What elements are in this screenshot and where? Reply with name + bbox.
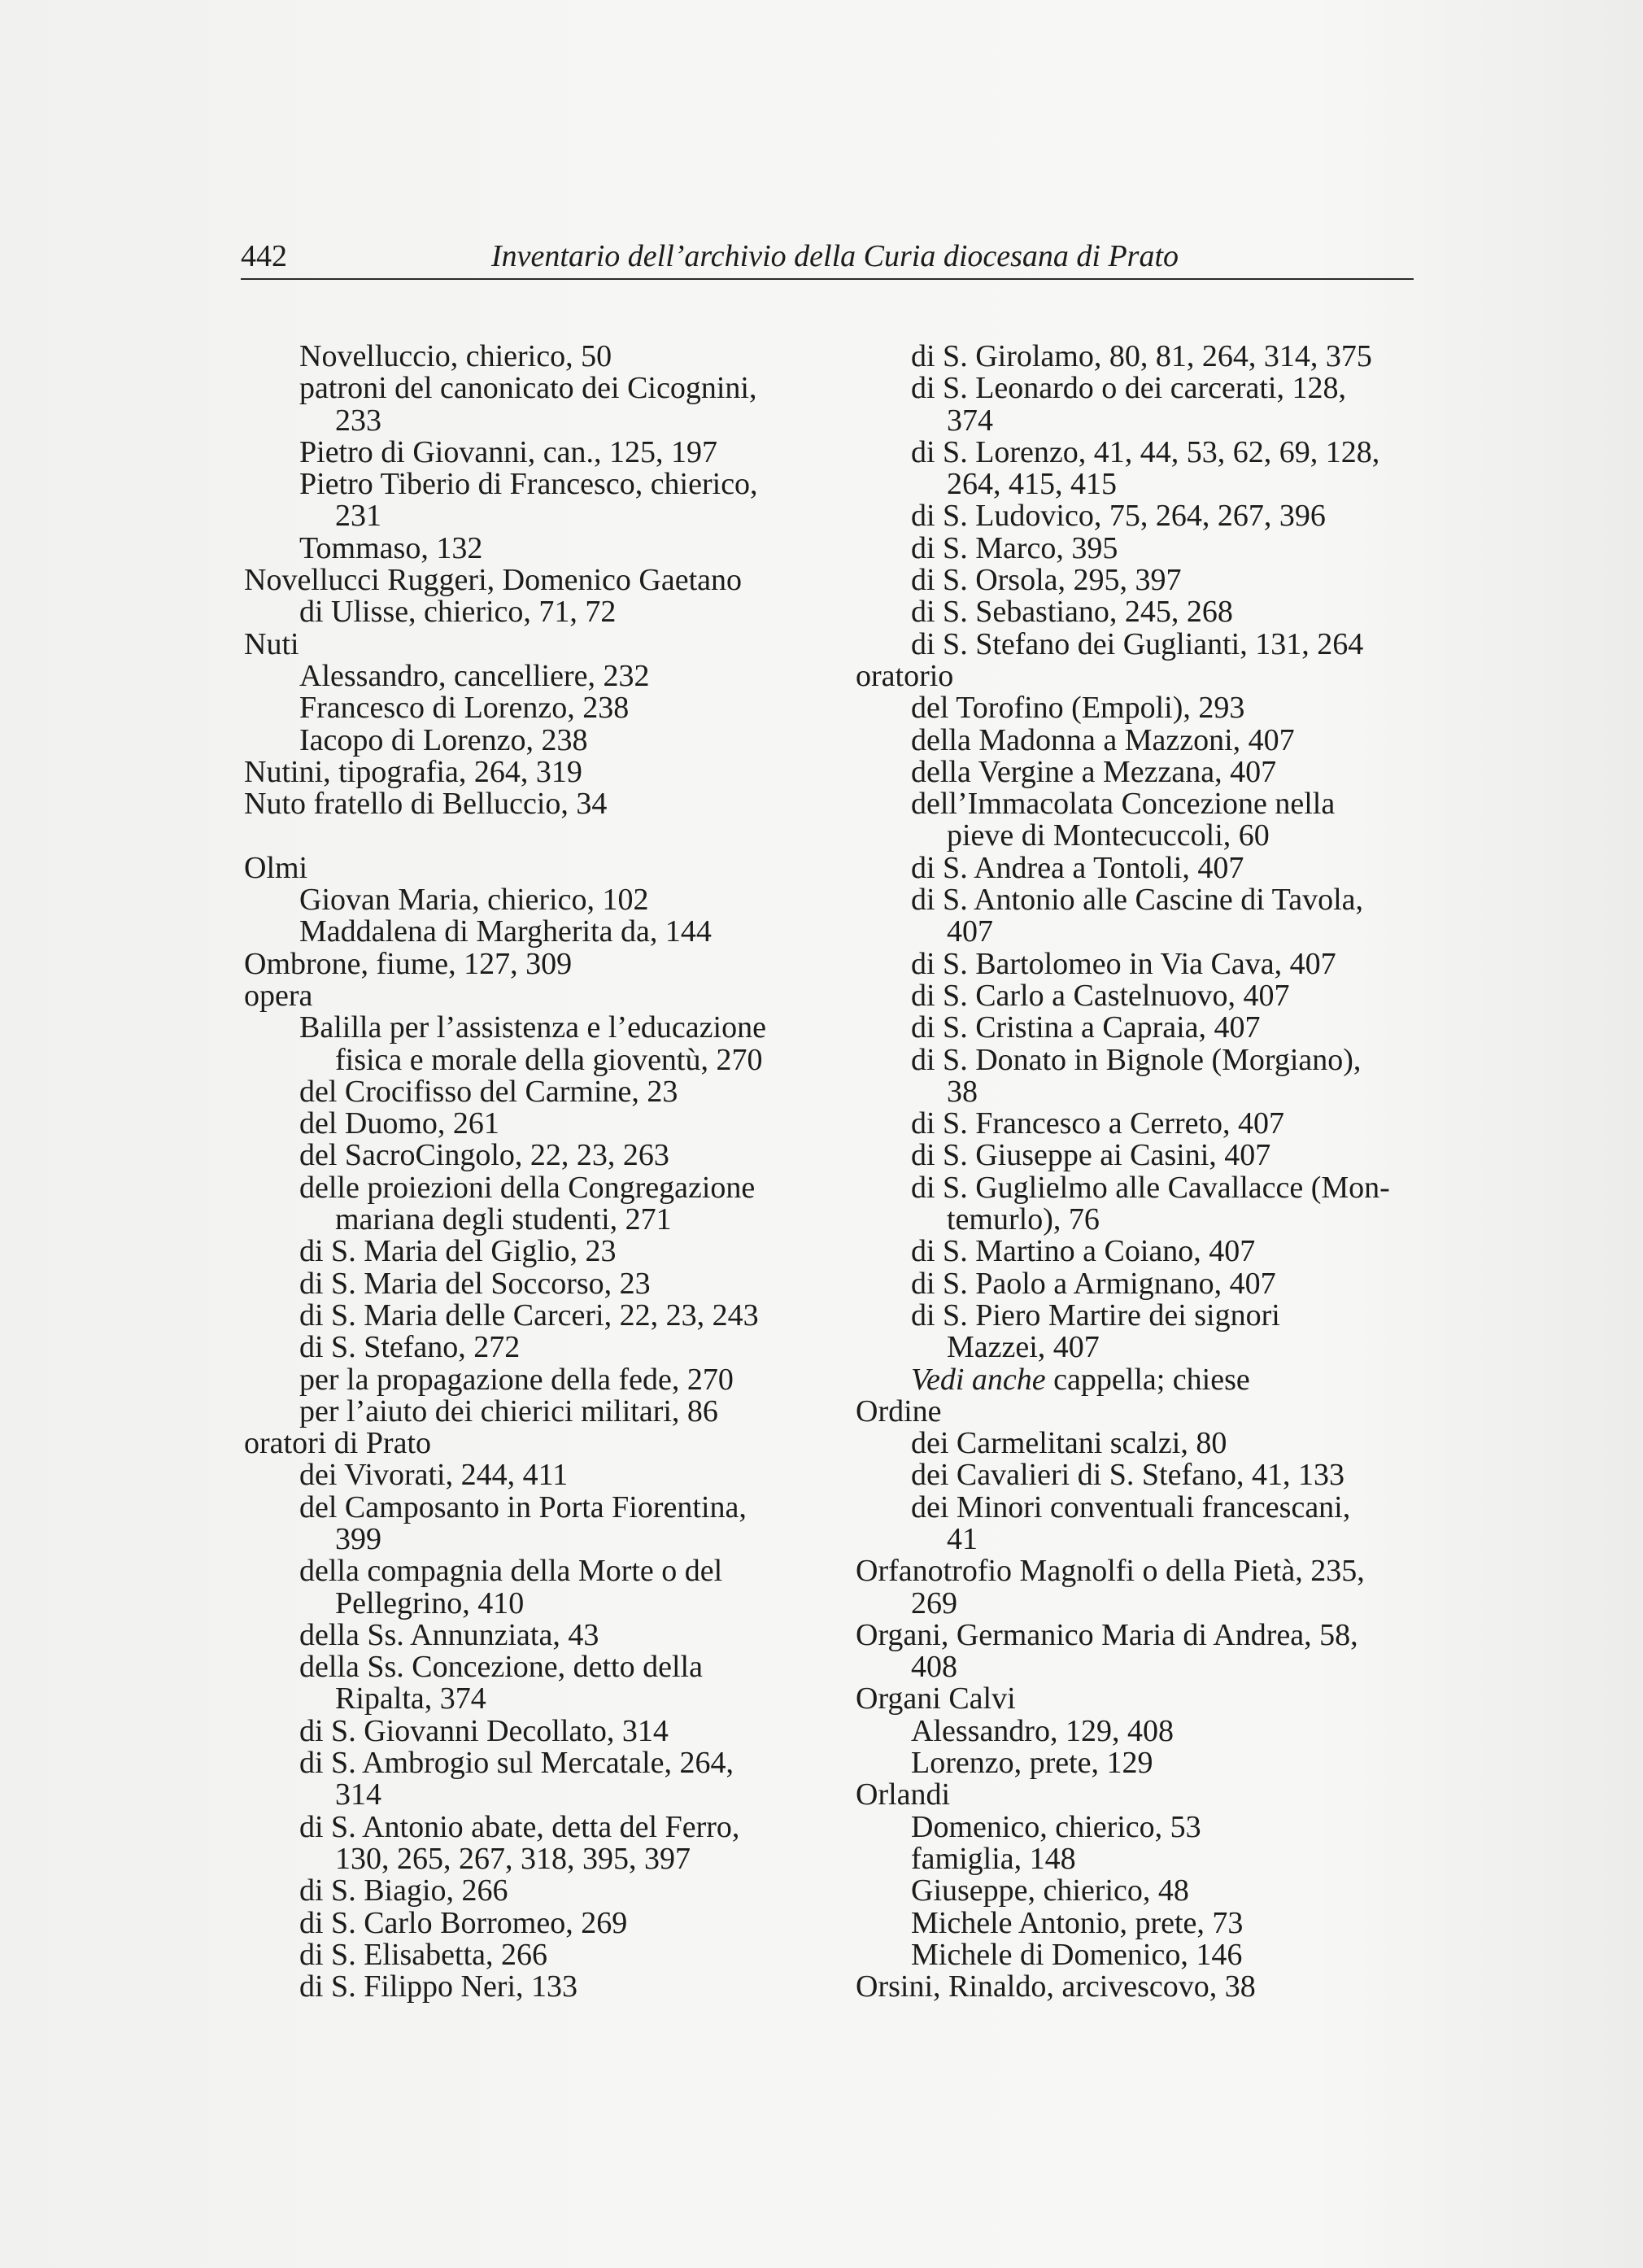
index-subentry: di S. Ambrogio sul Mercatale, 264,: [299, 1746, 734, 1781]
index-entry: Orsini, Rinaldo, arcivescovo, 38: [856, 1969, 1256, 2004]
index-subentry: Michele di Domenico, 146: [911, 1937, 1243, 1972]
index-subentry: della Vergine a Mezzana, 407: [911, 754, 1277, 789]
index-subentry: per l’aiuto dei chierici militari, 86: [299, 1394, 718, 1428]
index-subentry: di S. Guglielmo alle Cavallacce (Mon-: [911, 1170, 1390, 1205]
index-subentry: delle proiezioni della Congregazione: [299, 1170, 756, 1205]
index-subentry: di S. Elisabetta, 266: [299, 1937, 548, 1972]
index-subentry: Alessandro, 129, 408: [911, 1713, 1174, 1748]
index-subentry: di S. Cristina a Capraia, 407: [911, 1010, 1261, 1045]
index-subentry: della Ss. Concezione, detto della: [299, 1650, 703, 1685]
index-spacer: [244, 820, 822, 852]
index-subentry: Giovan Maria, chierico, 102: [299, 883, 649, 918]
index-subentry: di S. Maria delle Carceri, 22, 23, 243: [299, 1298, 759, 1332]
index-subentry: di S. Maria del Soccorso, 23: [299, 1266, 651, 1301]
index-subentry: 314: [335, 1777, 381, 1812]
index-subentry: dei Carmelitani scalzi, 80: [911, 1426, 1227, 1461]
index-subentry: di S. Orsola, 295, 397: [911, 563, 1182, 598]
index-subentry: Domenico, chierico, 53: [911, 1809, 1201, 1844]
cross-reference-label: Vedi anche: [911, 1362, 1046, 1397]
index-subentry: di S. Piero Martire dei signori: [911, 1298, 1280, 1332]
index-subentry: fisica e morale della gioventù, 270: [335, 1042, 763, 1077]
index-subentry: di S. Donato in Bignole (Morgiano),: [911, 1042, 1362, 1077]
index-subentry: di S. Marco, 395: [911, 530, 1118, 565]
index-subentry: Alessandro, cancelliere, 232: [299, 658, 650, 693]
index-subentry: del Crocifisso del Carmine, 23: [299, 1074, 678, 1109]
index-subentry: Francesco di Lorenzo, 238: [299, 691, 630, 726]
index-subentry: di S. Maria del Giglio, 23: [299, 1234, 617, 1269]
index-subentry: per la propagazione della fede, 270: [299, 1362, 734, 1397]
index-subentry: di S. Lorenzo, 41, 44, 53, 62, 69, 128,: [911, 434, 1380, 469]
index-subentry: 264, 415, 415: [947, 467, 1117, 502]
index-subentry: Iacopo di Lorenzo, 238: [299, 722, 588, 757]
index-subentry: Pietro di Giovanni, can., 125, 197: [299, 434, 717, 469]
index-subentry: Novelluccio, chierico, 50: [299, 339, 612, 373]
index-subentry: 231: [335, 499, 381, 534]
index-subentry: 130, 265, 267, 318, 395, 397: [335, 1841, 691, 1876]
index-subentry: della Madonna a Mazzoni, 407: [911, 722, 1295, 757]
index-subentry: di S. Carlo Borromeo, 269: [299, 1905, 628, 1940]
cross-reference-target: cappella; chiese: [1045, 1362, 1250, 1397]
index-subentry: dei Cavalieri di S. Stefano, 41, 133: [911, 1458, 1344, 1493]
index-subentry: di S. Antonio alle Cascine di Tavola,: [911, 883, 1364, 918]
index-subentry: dell’Immacolata Concezione nella: [911, 787, 1336, 822]
index-subentry: di S. Leonardo o dei carcerati, 128,: [911, 371, 1346, 406]
index-entry: Nutini, tipografia, 264, 319: [244, 754, 582, 789]
index-subentry: Mazzei, 407: [947, 1330, 1100, 1365]
index-subentry: [856, 1364, 1415, 1396]
index-subentry: dei Vivorati, 244, 411: [299, 1458, 569, 1493]
index-subentry: famiglia, 148: [911, 1841, 1076, 1876]
index-entry: Organi, Germanico Maria di Andrea, 58,: [856, 1617, 1358, 1652]
index-entry: Olmi: [244, 850, 308, 885]
index-subentry: mariana degli studenti, 271: [335, 1202, 672, 1237]
index-subentry: di S. Giovanni Decollato, 314: [299, 1713, 669, 1748]
index-subentry: pieve di Montecuccoli, 60: [947, 818, 1270, 853]
index-subentry: dei Minori conventuali francescani,: [911, 1489, 1351, 1524]
index-subentry: 408: [911, 1650, 957, 1685]
index-subentry: della compagnia della Morte o del: [299, 1554, 723, 1589]
index-subentry: Tommaso, 132: [299, 530, 483, 565]
index-subentry: di S. Filippo Neri, 133: [299, 1969, 578, 2004]
index-entry: opera: [244, 978, 313, 1013]
index-entry: oratori di Prato: [244, 1426, 432, 1461]
index-subentry: Michele Antonio, prete, 73: [911, 1905, 1244, 1940]
index-subentry: Lorenzo, prete, 129: [911, 1746, 1153, 1781]
index-subentry: 269: [911, 1585, 957, 1620]
index-subentry: 399: [335, 1521, 381, 1556]
index-subentry: patroni del canonicato dei Cicognini,: [299, 371, 757, 406]
index-subentry: 407: [947, 914, 993, 949]
index-subentry: di S. Paolo a Armignano, 407: [911, 1266, 1276, 1301]
index-subentry: di S. Stefano dei Guglianti, 131, 264: [911, 626, 1364, 661]
index-entry: Nuti: [244, 626, 299, 661]
index-entry: Nuto fratello di Belluccio, 34: [244, 787, 608, 822]
index-subentry: del Camposanto in Porta Fiorentina,: [299, 1489, 747, 1524]
index-subentry: di S. Carlo a Castelnuovo, 407: [911, 978, 1290, 1013]
index-entry: Ordine: [856, 1394, 942, 1428]
index-entry: Orfanotrofio Magnolfi o della Pietà, 235,: [856, 1554, 1365, 1589]
index-subentry: di S. Giuseppe ai Casini, 407: [911, 1138, 1271, 1173]
index-subentry: di S. Biagio, 266: [299, 1873, 508, 1908]
index-column-left: [244, 341, 822, 2003]
index-subentry: di S. Antonio abate, detta del Ferro,: [299, 1809, 740, 1844]
index-subentry: di S. Francesco a Cerreto, 407: [911, 1106, 1285, 1141]
index-subentry: Giuseppe, chierico, 48: [911, 1873, 1189, 1908]
index-subentry: di S. Martino a Coiano, 407: [911, 1234, 1256, 1269]
index-subentry: di S. Sebastiano, 245, 268: [911, 595, 1233, 630]
page-number: 442: [241, 239, 287, 273]
index-subentry: del SacroCingolo, 22, 23, 263: [299, 1138, 669, 1173]
index-subentry: di S. Girolamo, 80, 81, 264, 314, 375: [911, 339, 1372, 373]
index-subentry: Pietro Tiberio di Francesco, chierico,: [299, 467, 758, 502]
index-entry: Orlandi: [856, 1777, 951, 1812]
index-subentry: di S. Stefano, 272: [299, 1330, 521, 1365]
index-subentry: del Duomo, 261: [299, 1106, 499, 1141]
index-entry: Novellucci Ruggeri, Domenico Gaetano: [244, 563, 743, 598]
index-entry: Ombrone, fiume, 127, 309: [244, 946, 573, 981]
index-subentry: Ripalta, 374: [335, 1681, 486, 1716]
index-subentry: 233: [335, 403, 381, 438]
index-subentry: di S. Ludovico, 75, 264, 267, 396: [911, 499, 1326, 534]
index-subentry: Maddalena di Margherita da, 144: [299, 914, 712, 949]
page-header: [241, 234, 1414, 280]
index-subentry: di S. Andrea a Tontoli, 407: [911, 850, 1244, 885]
running-title: Inventario dell’archivio della Curia diocesana di Prato: [491, 239, 1179, 273]
index-subentry: del Torofino (Empoli), 293: [911, 691, 1245, 726]
index-column-right: [856, 341, 1415, 2003]
index-subentry: 374: [947, 403, 993, 438]
index-subentry: di S. Bartolomeo in Via Cava, 407: [911, 946, 1336, 981]
index-subentry: di Ulisse, chierico, 71, 72: [299, 595, 617, 630]
index-subentry: 38: [947, 1074, 978, 1109]
index-subentry: Balilla per l’assistenza e l’educazione: [299, 1010, 766, 1045]
index-entry: Organi Calvi: [856, 1681, 1016, 1716]
index-entry: oratorio: [856, 658, 954, 693]
index-subentry: temurlo), 76: [947, 1202, 1100, 1237]
index-subentry: 41: [947, 1521, 978, 1556]
index-subentry: Pellegrino, 410: [335, 1585, 525, 1620]
index-subentry: della Ss. Annunziata, 43: [299, 1617, 599, 1652]
